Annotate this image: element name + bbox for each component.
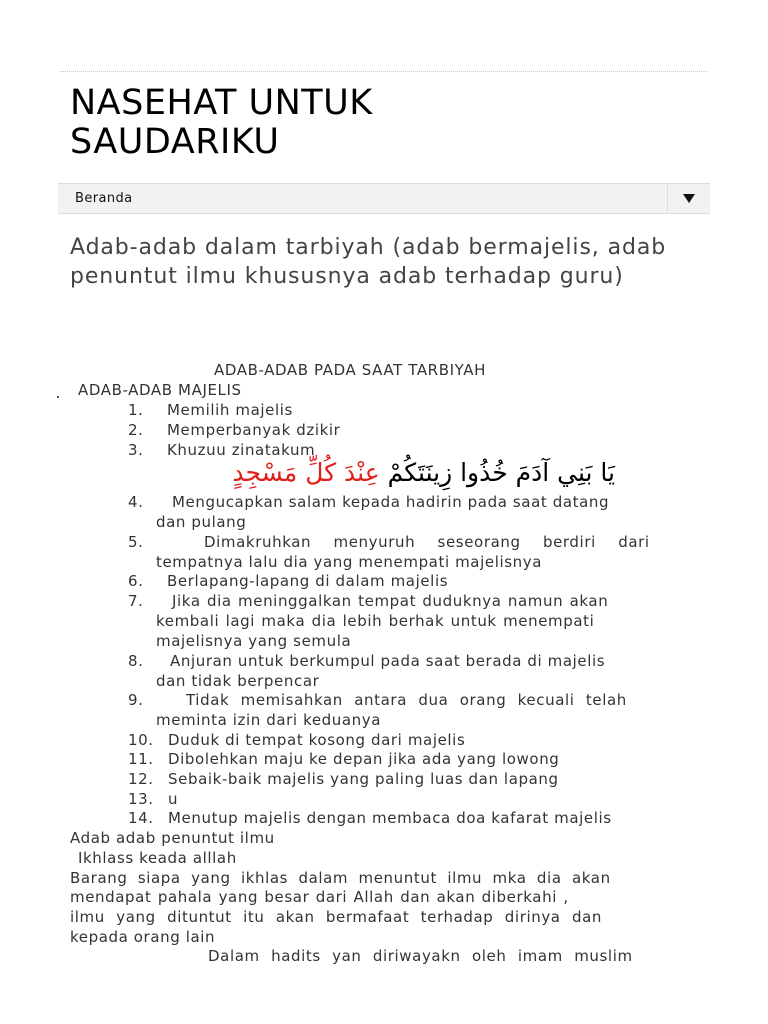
arabic-verse-black: يَا بَنِي آدَمَ خُذُوا زِينَتَكُمْ [387,458,615,487]
blog-title-line2[interactable]: SAUDARIKU [70,122,280,162]
list-item-text: Jika dia meninggalkan tempat duduknya namun akan [172,592,609,610]
list-item-text: Dibolehkan maju ke depan jika ada yang lowong [168,750,560,768]
list-item-text-cont: kembali lagi maka dia lebih berhak untuk menempati [156,612,595,630]
paragraph-line: ilmu yang dituntut itu akan bermafaat terhadap dirinya dan [70,908,602,926]
list-item-text: Tidak memisahkan antara dua orang kecuali telah [186,691,627,709]
item-number: 5. [128,533,144,551]
list-item-text: Sebaik-baik majelis yang paling luas dan lapang [168,770,559,788]
list-item-text: Mengucapkan salam kepada hadirin pada saat datang [172,493,610,511]
item-number: 8. [128,652,144,670]
list-item-text-cont: majelisnya yang semula [156,632,352,650]
list-item-text: Dimakruhkan menyuruh seseorang berdiri dari [204,533,650,551]
list-item-text: Khuzuu zinatakum [167,441,316,459]
list-item-text: Duduk di tempat kosong dari majelis [168,731,466,749]
list-item-text: Berlapang-lapang di dalam majelis [167,572,449,590]
item-number: 11. [128,750,154,768]
list-item-text-cont: dan pulang [156,513,247,531]
content-heading: ADAB-ADAB PADA SAAT TARBIYAH [214,361,486,379]
blog-title-line1[interactable]: NASEHAT UNTUK [70,83,373,123]
hadith-line: Dalam hadits yan diriwayakn oleh imam muslim [208,947,633,965]
item-number: 9. [128,691,144,709]
item-number: 3. [128,441,144,459]
arabic-verse [150,456,615,490]
paragraph-line: Barang siapa yang ikhlas dalam menuntut ilmu mka dia akan [70,869,611,887]
list-item-text: Memilih majelis [167,401,293,419]
list-item-text: Anjuran untuk berkumpul pada saat berada di majelis [170,652,606,670]
item-number: 1. [128,401,144,419]
list-item-text-cont: tempatnya lalu dia yang menempati majelisnya [156,553,543,571]
list-item-text: Menutup majelis dengan membaca doa kafarat majelis [168,809,612,827]
item-number: 13. [128,790,154,808]
section-heading-penuntut-ilmu: Adab adab penuntut ilmu [70,829,275,847]
post-title[interactable]: Adab-adab dalam tarbiyah (adab bermajelis, adab penuntut ilmu khususnya adab terhadap guru) [70,235,667,289]
item-number: 2. [128,421,144,439]
list-item-text: Memperbanyak dzikir [167,421,341,439]
item-number: 10. [128,731,154,749]
item-number: 4. [128,493,144,511]
paragraph-line: kepada orang lain [70,928,216,946]
paragraph-line: mendapat pahala yang besar dari Allah dan akan diberkahi , [70,888,569,906]
arabic-verse-red: عِنْدَ كُلِّ مَسْجِدٍ [232,458,380,487]
item-number: 7. [128,592,144,610]
list-item-text-cont: meminta izin dari keduanya [156,711,382,729]
list-item-text: u [168,790,179,808]
item-number: 6. [128,572,144,590]
section-heading-majelis: ADAB-ADAB MAJELIS [78,381,242,399]
nav-home-label[interactable]: Beranda [75,191,133,206]
list-item-text-cont: dan tidak berpencar [156,672,320,690]
subsection-heading: Ikhlass keada alllah [78,849,237,867]
stray-dot [57,396,59,398]
item-number: 12. [128,770,154,788]
item-number: 14. [128,809,154,827]
